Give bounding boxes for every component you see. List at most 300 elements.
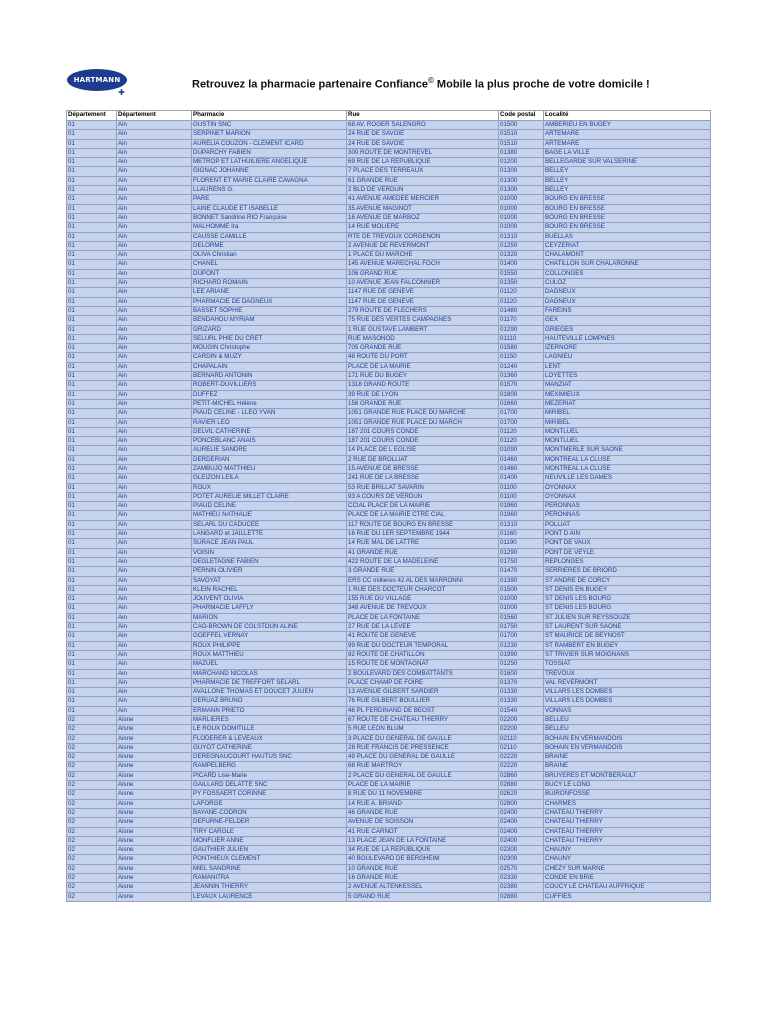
pharmacie-cell: PHARMACIE DE DAGNEUX: [192, 297, 347, 306]
pharmacie-cell: BAYANE-CODRON: [192, 808, 347, 817]
table-row: [67, 130, 711, 139]
departement-cell: Ain: [117, 427, 192, 436]
departement-code-cell: 01: [67, 158, 117, 167]
localite-cell: ST TRIVIER SUR MOIGNANS: [544, 650, 711, 659]
departement-cell: Ain: [117, 595, 192, 604]
code-postal-cell: 01540: [499, 706, 544, 715]
rue-cell: 187 201 COURS CONDE: [347, 437, 499, 446]
code-postal-cell: 01500: [499, 585, 544, 594]
rue-cell: 1 RUE DES DOCTEUR CHARCOT: [347, 585, 499, 594]
code-postal-cell: 01300: [499, 176, 544, 185]
table-row: [67, 585, 711, 594]
table-row: [67, 595, 711, 604]
departement-code-cell: 01: [67, 641, 117, 650]
rue-cell: RTE DE TREVOUX CORGENON: [347, 232, 499, 241]
departement-code-cell: 02: [67, 743, 117, 752]
pharmacie-cell: PARE: [192, 195, 347, 204]
pharmacie-cell: BENDAHOU MYRIAM: [192, 316, 347, 325]
rue-cell: 16 AVENUE DE MARBOZ: [347, 213, 499, 222]
pharmacie-cell: SAVOYAT: [192, 576, 347, 585]
departement-code-cell: 01: [67, 474, 117, 483]
pharmacie-cell: METROP ET LATHUILIERE ANGÉLIQUE: [192, 158, 347, 167]
table-row: [67, 334, 711, 343]
code-postal-cell: 01100: [499, 483, 544, 492]
pharmacie-cell: ZAMBUJO MATTHIEU: [192, 464, 347, 473]
departement-code-cell: 01: [67, 688, 117, 697]
departement-code-cell: 01: [67, 362, 117, 371]
table-row: [67, 381, 711, 390]
table-row: [67, 818, 711, 827]
table-row: [67, 232, 711, 241]
column-header-rue: Rue: [347, 111, 499, 121]
code-postal-cell: 01310: [499, 232, 544, 241]
departement-code-cell: 02: [67, 827, 117, 836]
departement-code-cell: 01: [67, 148, 117, 157]
table-row: [67, 483, 711, 492]
rue-cell: 41 GRANDE RUE: [347, 548, 499, 557]
departement-code-cell: 01: [67, 399, 117, 408]
code-postal-cell: 02400: [499, 836, 544, 845]
code-postal-cell: 01240: [499, 362, 544, 371]
localite-cell: POLLIAT: [544, 520, 711, 529]
rue-cell: 28 RUE FRANCIS DE PRESSENCE: [347, 743, 499, 752]
pharmacie-cell: ERMANN PRIETO: [192, 706, 347, 715]
rue-cell: 49 PLACE DU GENERAL DE GAULLE: [347, 753, 499, 762]
departement-cell: Aisne: [117, 818, 192, 827]
localite-cell: VONNAS: [544, 706, 711, 715]
table-row: [67, 604, 711, 613]
departement-cell: Ain: [117, 121, 192, 130]
departement-code-cell: 02: [67, 846, 117, 855]
rue-cell: 1 PLACE DU MARCHE: [347, 251, 499, 260]
localite-cell: CHATEAU THIERRY: [544, 818, 711, 827]
departement-code-cell: 01: [67, 316, 117, 325]
pharmacie-cell: MATHIEU NATHALIE: [192, 511, 347, 520]
departement-cell: Ain: [117, 390, 192, 399]
table-row: [67, 195, 711, 204]
pharmacie-cell: GIGNAC JOHANNE: [192, 167, 347, 176]
departement-cell: Ain: [117, 539, 192, 548]
table-row: [67, 316, 711, 325]
rue-cell: 3 GRANDE RUE: [347, 567, 499, 576]
departement-cell: Ain: [117, 530, 192, 539]
pharmacie-cell: GLEIZON LEILA: [192, 474, 347, 483]
code-postal-cell: 02200: [499, 725, 544, 734]
localite-cell: BOURG EN BRESSE: [544, 195, 711, 204]
code-postal-cell: 01000: [499, 223, 544, 232]
table-row: [67, 269, 711, 278]
table-row: [67, 399, 711, 408]
rue-cell: 41 RUE CARNOT: [347, 827, 499, 836]
table-row: [67, 530, 711, 539]
code-postal-cell: 01120: [499, 297, 544, 306]
localite-cell: CUFFIES: [544, 892, 711, 901]
rue-cell: PLACE DE LA MAIRIE: [347, 781, 499, 790]
departement-cell: Ain: [117, 288, 192, 297]
localite-cell: PERONNAS: [544, 511, 711, 520]
code-postal-cell: 01290: [499, 325, 544, 334]
rue-cell: PLACE CHAMP DE FOIRE: [347, 678, 499, 687]
pharmacie-cell: MALHOMME Ira: [192, 223, 347, 232]
rue-cell: 15 AVENUE DE BRESSE: [347, 464, 499, 473]
pharmacie-cell: OLIVA Christian: [192, 251, 347, 260]
departement-cell: Ain: [117, 130, 192, 139]
code-postal-cell: 02800: [499, 799, 544, 808]
pharmacie-cell: JOUVENT OLIVIA: [192, 595, 347, 604]
localite-cell: BELLEY: [544, 167, 711, 176]
departement-code-cell: 01: [67, 650, 117, 659]
departement-cell: Aisne: [117, 892, 192, 901]
departement-code-cell: 01: [67, 557, 117, 566]
table-row: [67, 409, 711, 418]
title-sup: ©: [427, 76, 434, 85]
pharmacie-cell: PICARD Lise-Marie: [192, 771, 347, 780]
departement-code-cell: 02: [67, 808, 117, 817]
rue-cell: 35 AVENUE MAGINOT: [347, 204, 499, 213]
code-postal-cell: 01250: [499, 660, 544, 669]
table-row: [67, 706, 711, 715]
rue-cell: 106 GRAND RUE: [347, 269, 499, 278]
rue-cell: 24 RUE DE SAVOIE: [347, 130, 499, 139]
code-postal-cell: 01000: [499, 204, 544, 213]
code-postal-cell: 01330: [499, 688, 544, 697]
departement-cell: Ain: [117, 613, 192, 622]
pharmacie-cell: PY FOSSAERT CORINNE: [192, 790, 347, 799]
rue-cell: 1147 RUE DE GENEVE: [347, 288, 499, 297]
table-row: [67, 734, 711, 743]
localite-cell: VAL REVERMONT: [544, 678, 711, 687]
departement-code-cell: 02: [67, 883, 117, 892]
localite-cell: BELLEU: [544, 716, 711, 725]
pharmacie-cell: PETIT-MICHEL Hélène: [192, 399, 347, 408]
departement-code-cell: 01: [67, 241, 117, 250]
rue-cell: 13 PLACE JEAN DE LA FONTAINE: [347, 836, 499, 845]
table-row: [67, 362, 711, 371]
pharmacie-cell: DELVIL CATHERINE: [192, 427, 347, 436]
title-main: Retrouvez la pharmacie partenaire Confiance: [192, 78, 428, 91]
departement-code-cell: 01: [67, 167, 117, 176]
departement-cell: Ain: [117, 483, 192, 492]
title-rest: Mobile la plus proche de votre domicile !: [433, 78, 650, 91]
table-row: [67, 771, 711, 780]
pharmacie-cell: LEE ARIANE: [192, 288, 347, 297]
departement-cell: Aisne: [117, 883, 192, 892]
pharmacie-cell: KLEIN RACHEL: [192, 585, 347, 594]
localite-cell: FAREINS: [544, 306, 711, 315]
code-postal-cell: 01460: [499, 464, 544, 473]
departement-cell: Ain: [117, 176, 192, 185]
pharmacie-cell: MARION: [192, 613, 347, 622]
departement-cell: Ain: [117, 325, 192, 334]
pharmacie-cell: SURACE JEAN PAUL: [192, 539, 347, 548]
localite-cell: BUCY LE LONG: [544, 781, 711, 790]
departement-cell: Ain: [117, 186, 192, 195]
code-postal-cell: 01580: [499, 344, 544, 353]
departement-code-cell: 01: [67, 492, 117, 501]
rue-cell: 2 AVENUE ALTENKESSEL: [347, 883, 499, 892]
departement-code-cell: 01: [67, 288, 117, 297]
table-row: [67, 539, 711, 548]
localite-cell: NEUVILLE LES DAMES: [544, 474, 711, 483]
departement-code-cell: 01: [67, 390, 117, 399]
localite-cell: CULOZ: [544, 279, 711, 288]
code-postal-cell: 02570: [499, 864, 544, 873]
table-row: [67, 660, 711, 669]
departement-code-cell: 02: [67, 818, 117, 827]
departement-cell: Ain: [117, 223, 192, 232]
localite-cell: ST JULIEN SUR REYSSOUZE: [544, 613, 711, 622]
code-postal-cell: 01360: [499, 372, 544, 381]
table-row: [67, 390, 711, 399]
code-postal-cell: 01510: [499, 139, 544, 148]
departement-code-cell: 02: [67, 855, 117, 864]
code-postal-cell: 01570: [499, 381, 544, 390]
localite-cell: MIRIBEL: [544, 409, 711, 418]
pharmacie-cell: DEGLETAGNE FABIEN: [192, 557, 347, 566]
pharmacie-cell: ROUX: [192, 483, 347, 492]
table-row: [67, 650, 711, 659]
departement-cell: Aisne: [117, 725, 192, 734]
logo-text: HARTMANN: [73, 76, 121, 84]
table-row: [67, 502, 711, 511]
departement-cell: Aisne: [117, 855, 192, 864]
rue-cell: 348 AVENUE DE TREVOUX: [347, 604, 499, 613]
rue-cell: 93 A COURS DE VERDUN: [347, 492, 499, 501]
rue-cell: 1147 RUE DE GENEVE: [347, 297, 499, 306]
departement-cell: Aisne: [117, 827, 192, 836]
rue-cell: 16 GRANDE RUE: [347, 874, 499, 883]
rue-cell: 279 ROUTE DE FLECHERS: [347, 306, 499, 315]
code-postal-cell: 01200: [499, 158, 544, 167]
table-row: [67, 892, 711, 901]
departement-code-cell: 02: [67, 799, 117, 808]
rue-cell: 2 AVENUE DE REVERMONT: [347, 241, 499, 250]
rue-cell: 41 ROUTE DE GENEVE: [347, 632, 499, 641]
table-row: [67, 446, 711, 455]
table-row: [67, 799, 711, 808]
departement-cell: Ain: [117, 167, 192, 176]
table-row: [67, 855, 711, 864]
table-row: [67, 827, 711, 836]
departement-cell: Ain: [117, 464, 192, 473]
pharmacie-cell: DERDERIAN: [192, 455, 347, 464]
pharmacie-cell: MONFLIER ANNE: [192, 836, 347, 845]
rue-cell: 34 RUE DE LA REPUBLIQUE: [347, 846, 499, 855]
table-row: [67, 790, 711, 799]
departement-code-cell: 01: [67, 269, 117, 278]
departement-code-cell: 01: [67, 232, 117, 241]
localite-cell: IZERNORE: [544, 344, 711, 353]
code-postal-cell: 02110: [499, 743, 544, 752]
localite-cell: PONT D AIN: [544, 530, 711, 539]
rue-cell: 92 ROUTE DE CHATILLON: [347, 650, 499, 659]
pharmacie-cell: GRIZARD: [192, 325, 347, 334]
code-postal-cell: 01000: [499, 595, 544, 604]
departement-code-cell: 02: [67, 771, 117, 780]
pharmacie-cell: AVALLONE THOMAS ET DOUCET JULIEN: [192, 688, 347, 697]
localite-cell: MIRIBEL: [544, 418, 711, 427]
table-row: [67, 753, 711, 762]
departement-code-cell: 01: [67, 325, 117, 334]
table-row: [67, 836, 711, 845]
rue-cell: AVENUE DE SOISSON: [347, 818, 499, 827]
departement-code-cell: 01: [67, 251, 117, 260]
code-postal-cell: 01320: [499, 251, 544, 260]
localite-cell: CHATEAU THIERRY: [544, 808, 711, 817]
localite-cell: COUCY LE CHATEAU AUFFRIQUE: [544, 883, 711, 892]
localite-cell: BOHAIN EN VERMANDOIS: [544, 743, 711, 752]
code-postal-cell: 01560: [499, 613, 544, 622]
code-postal-cell: 02860: [499, 771, 544, 780]
departement-cell: Ain: [117, 576, 192, 585]
pharmacie-cell: VOISIN: [192, 548, 347, 557]
pharmacie-cell: PERNIN OLIVIER: [192, 567, 347, 576]
code-postal-cell: 02400: [499, 818, 544, 827]
localite-cell: TREVOUX: [544, 669, 711, 678]
table-row: [67, 874, 711, 883]
pharmacie-cell: DEREGNAUCOURT HAUTUS SNC: [192, 753, 347, 762]
departement-cell: Ain: [117, 678, 192, 687]
departement-code-cell: 02: [67, 716, 117, 725]
departement-code-cell: 01: [67, 437, 117, 446]
departement-code-cell: 01: [67, 372, 117, 381]
rue-cell: 14 PLACE DE L EGLISE: [347, 446, 499, 455]
pharmacie-cell: SERPINET MARION: [192, 130, 347, 139]
rue-cell: 3 PLACE DU GENERAL DE GAULLE: [347, 734, 499, 743]
departement-code-cell: 01: [67, 186, 117, 195]
localite-cell: CHATILLON SUR CHALARONNE: [544, 260, 711, 269]
departement-cell: Aisne: [117, 846, 192, 855]
rue-cell: 117 ROUTE DE BOURG EN BRESSE: [347, 520, 499, 529]
code-postal-cell: 02380: [499, 883, 544, 892]
departement-code-cell: 01: [67, 204, 117, 213]
table-row: [67, 520, 711, 529]
localite-cell: LOYETTES: [544, 372, 711, 381]
departement-cell: Ain: [117, 623, 192, 632]
departement-cell: Ain: [117, 511, 192, 520]
table-row: [67, 725, 711, 734]
departement-code-cell: 01: [67, 678, 117, 687]
code-postal-cell: 02300: [499, 855, 544, 864]
departement-cell: Ain: [117, 585, 192, 594]
departement-code-cell: 01: [67, 446, 117, 455]
departement-cell: Ain: [117, 409, 192, 418]
table-row: [67, 716, 711, 725]
departement-cell: Ain: [117, 148, 192, 157]
column-header-localite: Localité: [544, 111, 711, 121]
localite-cell: CHALAMONT: [544, 251, 711, 260]
pharmacie-cell: PHARMACIE DE TREFFORT SELARL: [192, 678, 347, 687]
pharmacie-cell: DEFURNE-FELDER: [192, 818, 347, 827]
departement-code-cell: 01: [67, 464, 117, 473]
rue-cell: 5 RUE LEON BLUM: [347, 725, 499, 734]
pharmacie-cell: SELARL DU CADUCEE: [192, 520, 347, 529]
departement-code-cell: 01: [67, 130, 117, 139]
table-row: [67, 241, 711, 250]
rue-cell: 67 ROUTE DE CHATEAU THIERRY: [347, 716, 499, 725]
departement-code-cell: 01: [67, 455, 117, 464]
departement-cell: Ain: [117, 204, 192, 213]
rue-cell: 40 BOULEVARD DE BERGHEIM: [347, 855, 499, 864]
localite-cell: ST MAURICE DE BEYNOST: [544, 632, 711, 641]
code-postal-cell: 01330: [499, 697, 544, 706]
pharmacie-cell: MARLIERES: [192, 716, 347, 725]
departement-cell: Ain: [117, 158, 192, 167]
departement-cell: Ain: [117, 344, 192, 353]
rue-cell: 5 GRAND RUE: [347, 892, 499, 901]
localite-cell: CHEZY SUR MARNE: [544, 864, 711, 873]
departement-cell: Aisne: [117, 771, 192, 780]
departement-cell: Ain: [117, 669, 192, 678]
table-row: [67, 455, 711, 464]
localite-cell: HAUTEVILLE LOMPNES: [544, 334, 711, 343]
departement-code-cell: 02: [67, 725, 117, 734]
rue-cell: 155 RUE DU VILLAGE: [347, 595, 499, 604]
rue-cell: 16 RUE DU 1ER SEPTEMBRE 1944: [347, 530, 499, 539]
localite-cell: CHATEAU THIERRY: [544, 827, 711, 836]
table-row: [67, 464, 711, 473]
pharmacie-cell: MAZUEL: [192, 660, 347, 669]
departement-code-cell: 02: [67, 790, 117, 799]
rue-cell: 24 RUE DE SAVOIE: [347, 139, 499, 148]
table-row: [67, 204, 711, 213]
code-postal-cell: 01660: [499, 399, 544, 408]
departement-code-cell: 01: [67, 139, 117, 148]
pharmacie-cell: BERNARD ANTONIN: [192, 372, 347, 381]
rue-cell: 13 AVENUE GILBERT SARDIER: [347, 688, 499, 697]
code-postal-cell: 01100: [499, 492, 544, 501]
pharmacie-cell: PONTHIEUX CLÉMENT: [192, 855, 347, 864]
departement-cell: Ain: [117, 520, 192, 529]
code-postal-cell: 01150: [499, 353, 544, 362]
table-row: [67, 567, 711, 576]
rue-cell: 187 201 COURS CONDE: [347, 427, 499, 436]
code-postal-cell: 01300: [499, 186, 544, 195]
table-row: [67, 167, 711, 176]
code-postal-cell: 01190: [499, 539, 544, 548]
localite-cell: COLLONGES: [544, 269, 711, 278]
table-row: [67, 697, 711, 706]
localite-cell: ST ANDRE DE CORCY: [544, 576, 711, 585]
departement-code-cell: 01: [67, 613, 117, 622]
code-postal-cell: 01110: [499, 334, 544, 343]
column-header-pharmacie: Pharmacie: [192, 111, 347, 121]
localite-cell: ARTEMARE: [544, 139, 711, 148]
localite-cell: BELLEGARDE SUR VALSERINE: [544, 158, 711, 167]
rue-cell: 241 RUE DE LA BRESSE: [347, 474, 499, 483]
departement-cell: Aisne: [117, 836, 192, 845]
code-postal-cell: 01120: [499, 437, 544, 446]
departement-cell: Ain: [117, 381, 192, 390]
departement-cell: Ain: [117, 650, 192, 659]
table-row: [67, 344, 711, 353]
localite-cell: CONDE EN BRIE: [544, 874, 711, 883]
localite-cell: MEZERIAT: [544, 399, 711, 408]
localite-cell: MONTLUEL: [544, 427, 711, 436]
localite-cell: BELLEY: [544, 186, 711, 195]
departement-code-cell: 02: [67, 892, 117, 901]
code-postal-cell: 01000: [499, 604, 544, 613]
localite-cell: PONT DE VEYLE: [544, 548, 711, 557]
code-postal-cell: 01700: [499, 632, 544, 641]
localite-cell: ST DENIS LES BOURG: [544, 595, 711, 604]
departement-code-cell: 01: [67, 697, 117, 706]
code-postal-cell: 01480: [499, 306, 544, 315]
rue-cell: 14 RUE A. BRIAND: [347, 799, 499, 808]
code-postal-cell: 02400: [499, 827, 544, 836]
code-postal-cell: 02110: [499, 734, 544, 743]
departement-code-cell: 01: [67, 520, 117, 529]
